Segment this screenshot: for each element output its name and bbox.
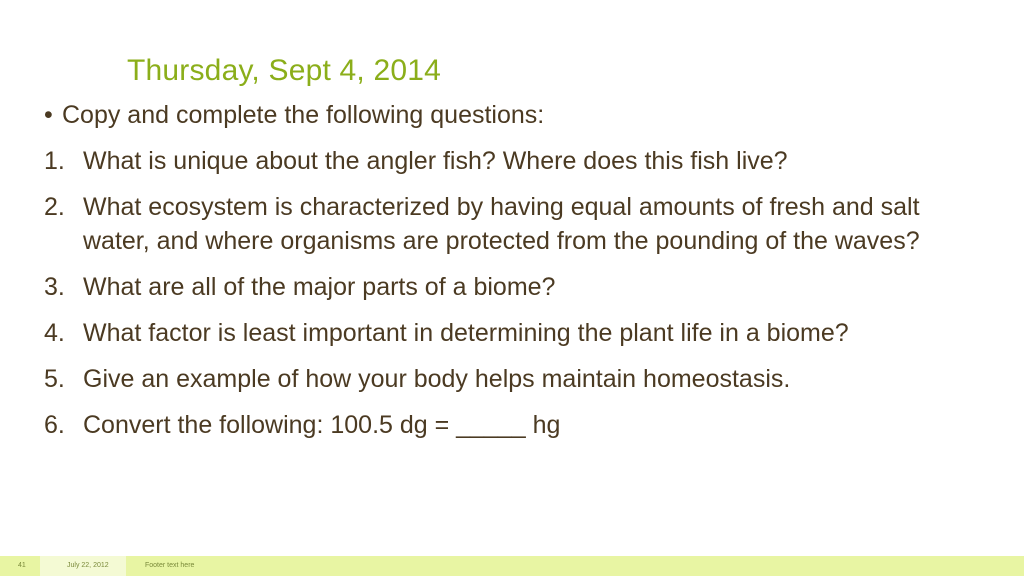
footer-page-number: 41 [18,562,26,569]
question-number: 4. [44,319,65,347]
footer-text: Footer text here [145,562,195,569]
question-item [44,408,984,442]
bullet-symbol: • [44,101,53,129]
slide-title: Thursday, Sept 4, 2014 [127,54,442,87]
question-text: Give an example of how your body helps maintain homeostasis. [83,365,791,393]
bullet-item [44,98,984,132]
question-number: 5. [44,365,65,393]
question-text: What are all of the major parts of a biome? [83,273,556,301]
question-number: 2. [44,193,65,221]
question-number: 3. [44,273,65,301]
question-item [44,144,984,178]
question-item [44,362,984,396]
question-text: What ecosystem is characterized by having equal amounts of fresh and salt water, and where organisms are protected from the pounding of the waves? [83,193,920,255]
question-text: What is unique about the angler fish? Where does this fish live? [83,147,788,175]
slide-content [44,98,984,454]
question-list [44,144,984,442]
footer-date: July 22, 2012 [67,562,109,569]
question-text: Convert the following: 100.5 dg = _____ hg [83,411,561,439]
question-item [44,316,984,350]
question-item [44,270,984,304]
question-item [44,190,984,258]
question-text: What factor is least important in determining the plant life in a biome? [83,319,849,347]
bullet-text: Copy and complete the following questions: [62,101,545,129]
question-number: 6. [44,411,65,439]
question-number: 1. [44,147,65,175]
